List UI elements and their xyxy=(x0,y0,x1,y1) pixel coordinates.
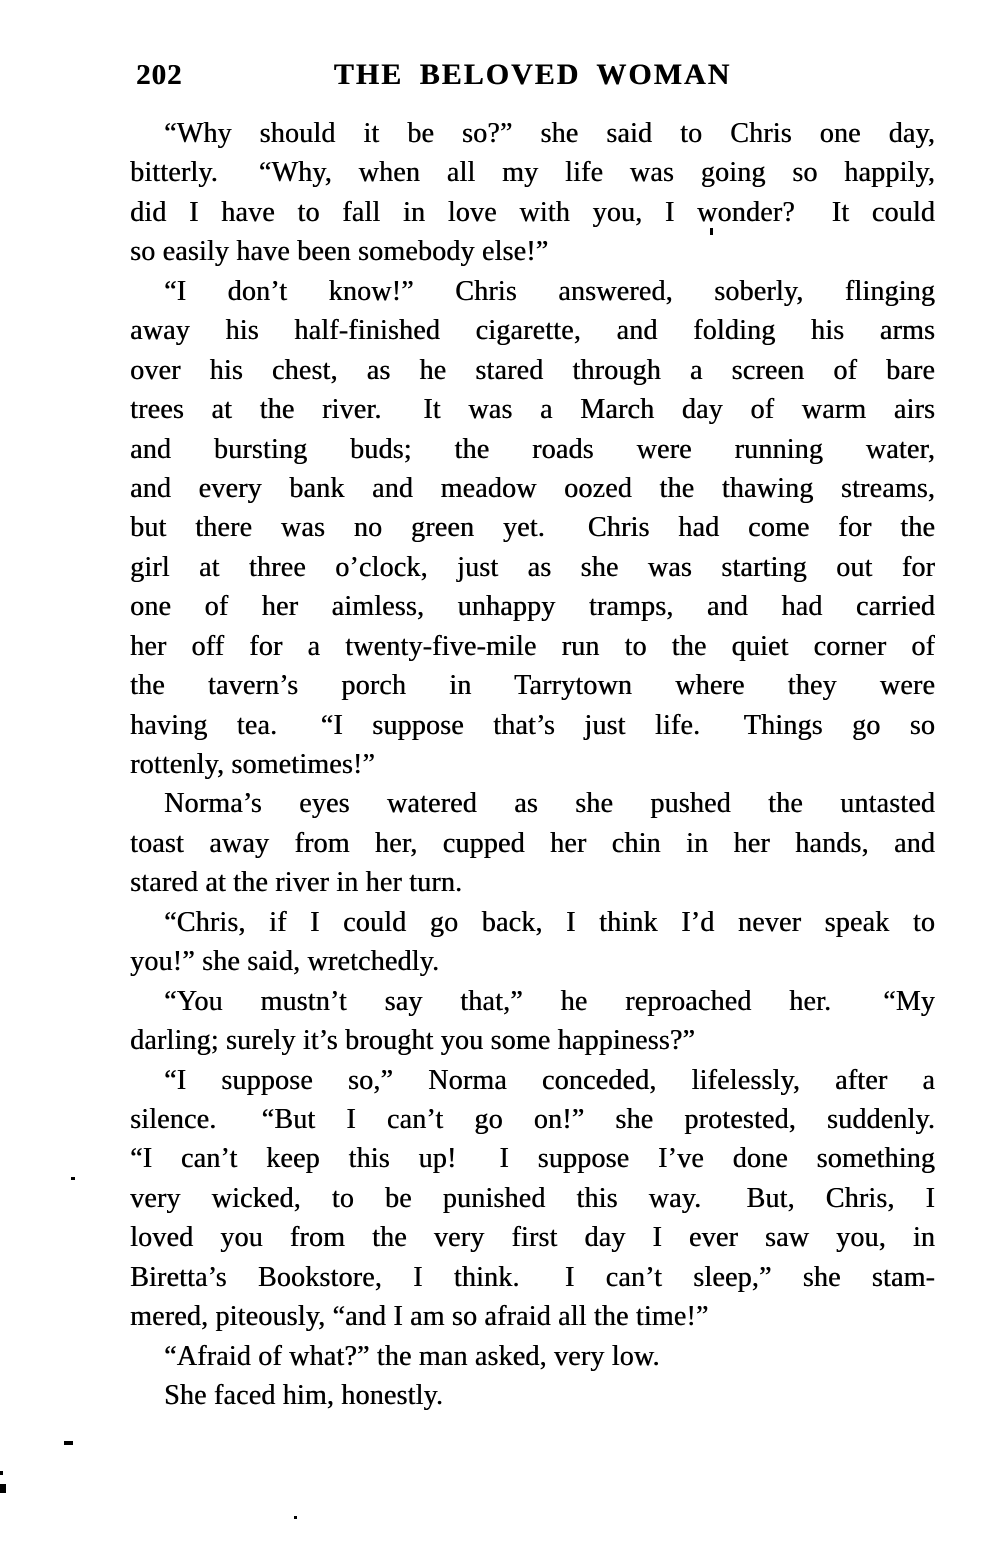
text-line: but there was no green yet. Chris had come for the xyxy=(130,512,935,544)
paragraph xyxy=(130,982,935,1061)
text-line: toast away from her, cupped her chin in her hands, and xyxy=(130,827,935,859)
text-line: Biretta’s Bookstore, I think. I can’t sleep,” she stam- xyxy=(130,1261,935,1293)
scan-speck xyxy=(0,1471,3,1475)
running-head xyxy=(130,58,935,92)
scan-speck xyxy=(710,228,713,235)
text-line: her off for a twenty-five-mile run to the quiet corner of xyxy=(130,630,935,662)
text-line: “Why should it be so?” she said to Chris one day, xyxy=(164,118,935,149)
text-line: loved you from the very first day I ever saw you, in xyxy=(130,1222,935,1254)
text-line: stared at the river in her turn. xyxy=(130,867,463,899)
text-line: over his chest, as he stared through a screen of bare xyxy=(130,354,935,386)
scan-speck xyxy=(0,1484,6,1493)
page-number: 202 xyxy=(136,59,183,91)
paragraph xyxy=(130,114,935,272)
text-line: and every bank and meadow oozed the thawing streams, xyxy=(130,472,935,504)
text-line: you!” she said, wretchedly. xyxy=(130,946,440,978)
text-line: “Afraid of what?” the man asked, very low. xyxy=(164,1340,660,1372)
text-line: She faced him, honestly. xyxy=(164,1380,444,1411)
text-line: the tavern’s porch in Tarrytown where they were xyxy=(130,670,935,702)
paragraph xyxy=(130,903,935,982)
text-line: did I have to fall in love with you, I wonder? It could xyxy=(130,196,935,228)
text-line: “You mustn’t say that,” he reproached her. “My xyxy=(164,985,935,1017)
text-column xyxy=(130,58,935,1415)
scan-speck xyxy=(64,1441,73,1445)
paragraph xyxy=(130,1061,935,1337)
paragraph xyxy=(130,784,935,902)
text-line: “I suppose so,” Norma conceded, lifelessly, after a xyxy=(164,1064,935,1096)
text-line: away his half-finished cigarette, and folding his arms xyxy=(130,315,935,347)
text-line: darling; surely it’s brought you some happiness?” xyxy=(130,1025,696,1057)
scan-speck xyxy=(71,1177,75,1180)
text-line: “I can’t keep this up! I suppose I’ve done something xyxy=(130,1143,935,1175)
scan-speck xyxy=(294,1516,297,1519)
text-line: bitterly. “Why, when all my life was going so happily, xyxy=(130,157,935,189)
running-title: THE BELOVED WOMAN xyxy=(333,58,732,91)
text-line: one of her aimless, unhappy tramps, and had carried xyxy=(130,591,935,623)
page-body xyxy=(130,114,935,1415)
paragraph xyxy=(130,1376,935,1415)
text-line: mered, piteously, “and I am so afraid all the time!” xyxy=(130,1301,709,1333)
text-line: Norma’s eyes watered as she pushed the untasted xyxy=(164,788,935,820)
text-line: trees at the river. It was a March day of warm airs xyxy=(130,394,935,426)
text-line: silence. “But I can’t go on!” she protested, suddenly. xyxy=(130,1103,935,1135)
paragraph xyxy=(130,1337,935,1376)
text-line: so easily have been somebody else!” xyxy=(130,236,549,268)
text-line: “Chris, if I could go back, I think I’d never speak to xyxy=(164,906,935,938)
text-line: having tea. “I suppose that’s just life. Things go so xyxy=(130,709,935,741)
paragraph xyxy=(130,272,935,785)
text-line: “I don’t know!” Chris answered, soberly, flinging xyxy=(164,275,935,307)
text-line: girl at three o’clock, just as she was starting out for xyxy=(130,551,935,583)
text-line: rottenly, sometimes!” xyxy=(130,749,375,780)
text-line: very wicked, to be punished this way. But, Chris, I xyxy=(130,1182,935,1214)
text-line: and bursting buds; the roads were running water, xyxy=(130,433,935,465)
